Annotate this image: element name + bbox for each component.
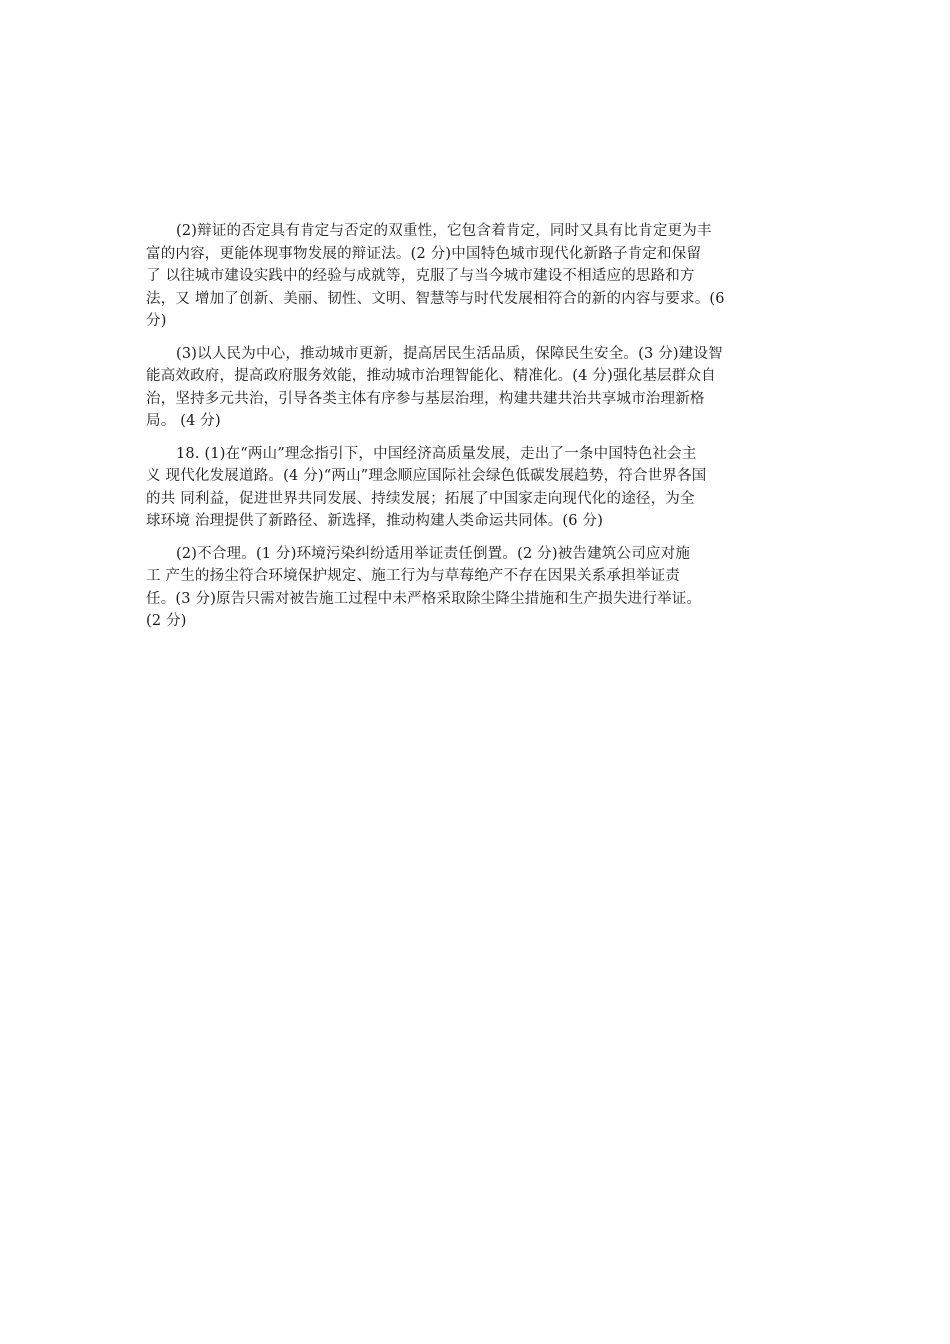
text-line: (3)以人民为中心，推动城市更新，提高居民生活品质，保障民生安全。(3 分)建设智 [176,345,723,362]
text-line: 法，又 增加了创新、美丽、韧性、文明、智慧等与时代发展相符合的新的内容与要求。(6 [146,290,725,307]
text-line: 治，坚持多元共治，引导各类主体有序参与基层治理，构建共建共治共享城市治理新格 [146,390,705,407]
text-line: 18. (1)在“两山”理念指引下，中国经济高质量发展，走出了一条中国特色社会主 [176,445,697,462]
text-line: 了 以往城市建设实践中的经验与成就等，克服了与当今城市建设不相适应的思路和方 [146,268,695,284]
text-line: 工 产生的扬尘符合环境保护规定、施工行为与草莓绝产不存在因果关系承担举证责 [146,568,681,584]
text-line: 能高效政府，提高政府服务效能，推动城市治理智能化、精准化。(4 分)强化基层群众自 [146,368,716,384]
paragraph-3-people-centered [146,343,806,433]
text-line: (2)不合理。(1 分)环境污染纠纷适用举证责任倒置。(2 分)被告建筑公司应对施 [176,545,691,562]
text-line: 任。(3 分)原告只需对被告施工过程中未严格采取除尘降尘措施和生产损失进行举证。 [146,590,702,607]
text-line: (2)辩证的否定具有肯定与否定的双重性，它包含着肯定，同时又具有比肯定更为丰 [176,223,712,239]
text-line: 局。 (4 分) [146,413,221,429]
text-line: 分) [146,313,167,329]
paragraph-18-2-burden-of-proof [146,543,806,633]
text-line: 义 现代化发展道路。(4 分)“两山”理念顺应国际社会绿色低碳发展趋势，符合世界各国 [146,468,707,484]
text-line: (2 分) [146,613,187,629]
paragraph-2-dialectical-negation [146,220,806,333]
text-line: 富的内容，更能体现事物发展的辩证法。(2 分)中国特色城市现代化新路子肯定和保留 [146,245,702,262]
text-line: 球环境 治理提供了新路径、新选择，推动构建人类命运共同体。(6 分) [146,513,604,529]
answer-document [146,220,806,643]
text-line: 的共 同利益，促进世界共同发展、持续发展；拓展了中国家走向现代化的途径，为全 [146,490,695,507]
paragraph-18-1-two-mountains [146,443,806,533]
